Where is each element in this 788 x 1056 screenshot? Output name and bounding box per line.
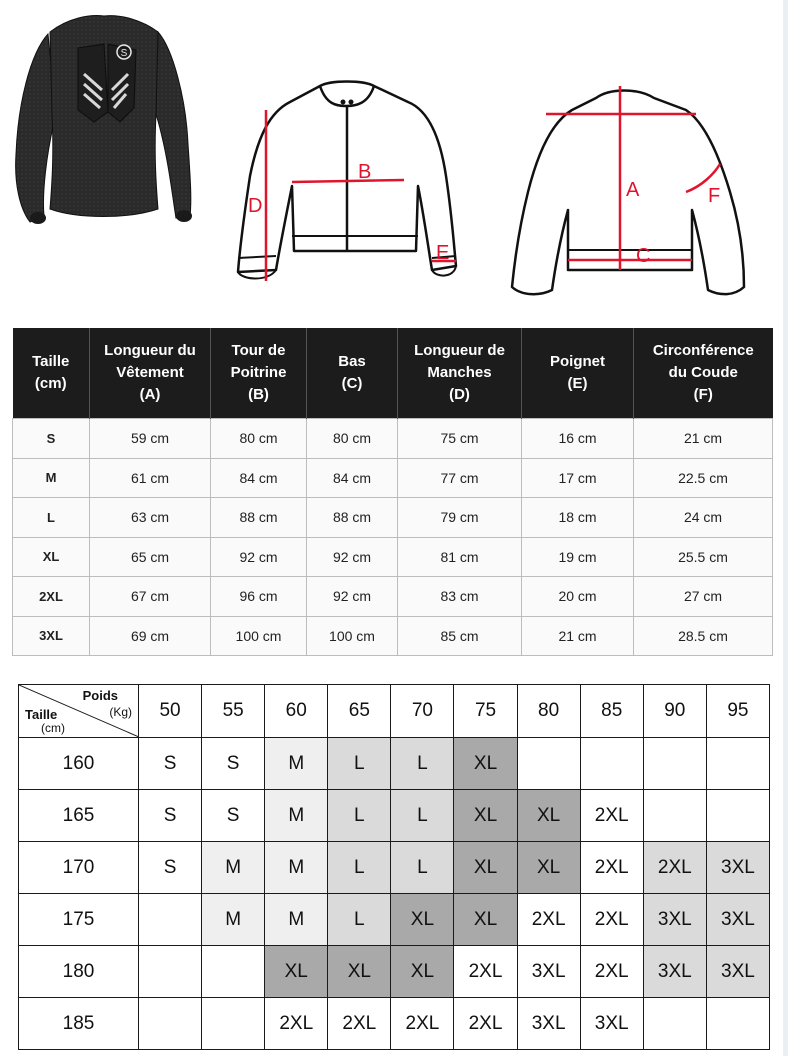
size-cell: M [265, 790, 328, 842]
measurement-value-cell: 59 cm [90, 419, 211, 459]
size-cell: 3XL [706, 894, 769, 946]
size-cell: XL [328, 946, 391, 998]
size-cell [643, 738, 706, 790]
size-cell: XL [454, 842, 517, 894]
grid-row [19, 738, 770, 790]
measurement-value-cell: 88 cm [211, 498, 307, 538]
back-measurement-diagram [498, 82, 748, 300]
weight-header-cell: 90 [643, 685, 706, 738]
size-cell: 2XL [391, 998, 454, 1050]
header-line: Poitrine [230, 364, 287, 381]
size-cell: 2XL [454, 946, 517, 998]
measurement-value-cell: 19 cm [522, 537, 634, 577]
size-recommendation-grid [18, 684, 770, 1050]
weight-axis-label: Poids [82, 688, 118, 703]
grid-corner-cell [19, 685, 139, 738]
label-c: C [636, 245, 651, 267]
header-line: Circonférence [652, 342, 754, 359]
size-cell: 2XL [580, 790, 643, 842]
header-line: Longueur de [414, 342, 505, 359]
measurement-row [13, 577, 773, 617]
measurement-value-cell: 24 cm [634, 498, 773, 538]
measurement-value-cell: 18 cm [522, 498, 634, 538]
grid-row [19, 790, 770, 842]
size-cell: XL [391, 894, 454, 946]
height-axis-label: Taille [25, 707, 58, 722]
header-line: (A) [139, 386, 161, 403]
label-a: A [626, 179, 640, 201]
height-label-cell: 180 [19, 946, 139, 998]
size-cell [139, 894, 202, 946]
size-cell [706, 738, 769, 790]
measurement-column-header [522, 328, 634, 419]
size-cell: L [391, 842, 454, 894]
size-label-cell: 2XL [13, 577, 90, 617]
measurement-value-cell: 21 cm [634, 419, 773, 459]
weight-header-cell: 95 [706, 685, 769, 738]
size-cell: XL [517, 842, 580, 894]
size-cell: 2XL [580, 842, 643, 894]
measurement-value-cell: 100 cm [307, 616, 398, 656]
label-f: F [708, 185, 721, 207]
size-cell: 3XL [706, 842, 769, 894]
measurement-value-cell: 96 cm [211, 577, 307, 617]
size-cell [202, 946, 265, 998]
size-cell: M [202, 842, 265, 894]
weight-header-cell: 55 [202, 685, 265, 738]
size-cell: XL [454, 738, 517, 790]
measurement-value-cell: 79 cm [398, 498, 522, 538]
size-cell [580, 738, 643, 790]
grid-row [19, 842, 770, 894]
brand-logo-letter: S [120, 48, 128, 59]
measurement-value-cell: 84 cm [211, 458, 307, 498]
grid-row [19, 998, 770, 1050]
size-cell: M [265, 842, 328, 894]
measurement-value-cell: 80 cm [307, 419, 398, 459]
size-cell: 3XL [580, 998, 643, 1050]
measurement-row [13, 458, 773, 498]
size-cell: XL [517, 790, 580, 842]
header-line: Bas [338, 353, 366, 370]
height-label-cell: 185 [19, 998, 139, 1050]
size-cell [139, 946, 202, 998]
height-label-cell: 160 [19, 738, 139, 790]
size-cell: XL [454, 790, 517, 842]
measurement-value-cell: 92 cm [307, 577, 398, 617]
measurement-row [13, 537, 773, 577]
measurement-column-header [307, 328, 398, 419]
product-image [8, 4, 198, 236]
measurement-value-cell: 27 cm [634, 577, 773, 617]
grid-row [19, 946, 770, 998]
measurement-column-header [90, 328, 211, 419]
measurement-table [12, 328, 773, 656]
size-cell [517, 738, 580, 790]
header-line: Poignet [550, 353, 605, 370]
weight-header-cell: 70 [391, 685, 454, 738]
weight-unit-label: (Kg) [109, 705, 132, 719]
measurement-value-cell: 28.5 cm [634, 616, 773, 656]
measurement-value-cell: 22.5 cm [634, 458, 773, 498]
header-line: (cm) [34, 375, 67, 392]
size-cell: 2XL [328, 998, 391, 1050]
header-line: (D) [449, 386, 470, 403]
measurement-value-cell: 84 cm [307, 458, 398, 498]
size-cell: 2XL [454, 998, 517, 1050]
label-d: D [248, 195, 263, 217]
page-edge [783, 0, 788, 1056]
measurement-value-cell: 20 cm [522, 577, 634, 617]
size-cell: L [391, 738, 454, 790]
size-cell [706, 790, 769, 842]
measurement-column-header [398, 328, 522, 419]
header-line: Manches [427, 364, 492, 381]
size-label-cell: M [13, 458, 90, 498]
size-cell [139, 998, 202, 1050]
weight-header-cell: 85 [580, 685, 643, 738]
size-cell [643, 998, 706, 1050]
height-label-cell: 170 [19, 842, 139, 894]
size-cell: 3XL [643, 946, 706, 998]
measurement-value-cell: 61 cm [90, 458, 211, 498]
size-cell [706, 998, 769, 1050]
size-cell [202, 998, 265, 1050]
size-label-cell: S [13, 419, 90, 459]
measurement-row [13, 419, 773, 459]
front-measurement-diagram [228, 76, 478, 291]
size-cell: 3XL [517, 946, 580, 998]
height-unit-label: (cm) [41, 721, 65, 735]
measurement-value-cell: 25.5 cm [634, 537, 773, 577]
size-cell: XL [391, 946, 454, 998]
size-cell: 3XL [517, 998, 580, 1050]
size-cell: XL [265, 946, 328, 998]
size-cell: 2XL [580, 894, 643, 946]
label-e: E [436, 242, 450, 264]
measurement-column-header [634, 328, 773, 419]
measurement-value-cell: 81 cm [398, 537, 522, 577]
size-cell: S [202, 738, 265, 790]
measurement-value-cell: 16 cm [522, 419, 634, 459]
size-cell: M [202, 894, 265, 946]
size-cell: 3XL [706, 946, 769, 998]
size-cell: 2XL [517, 894, 580, 946]
measurement-value-cell: 77 cm [398, 458, 522, 498]
size-cell: L [328, 842, 391, 894]
measurement-value-cell: 80 cm [211, 419, 307, 459]
height-label-cell: 175 [19, 894, 139, 946]
weight-header-cell: 50 [139, 685, 202, 738]
header-line: du Coude [668, 364, 738, 381]
size-cell: 2XL [643, 842, 706, 894]
size-cell: L [391, 790, 454, 842]
size-cell: M [265, 738, 328, 790]
measurement-value-cell: 65 cm [90, 537, 211, 577]
size-cell: M [265, 894, 328, 946]
weight-header-row [19, 685, 770, 738]
measurement-column-header [13, 328, 90, 419]
measurement-value-cell: 17 cm [522, 458, 634, 498]
measurement-value-cell: 75 cm [398, 419, 522, 459]
size-cell: XL [454, 894, 517, 946]
weight-header-cell: 75 [454, 685, 517, 738]
measurement-value-cell: 92 cm [307, 537, 398, 577]
size-cell: S [139, 738, 202, 790]
header-line: (E) [567, 375, 588, 392]
measurement-value-cell: 100 cm [211, 616, 307, 656]
measurement-value-cell: 63 cm [90, 498, 211, 538]
size-cell: 3XL [643, 894, 706, 946]
measurement-row [13, 498, 773, 538]
size-label-cell: XL [13, 537, 90, 577]
measurement-value-cell: 88 cm [307, 498, 398, 538]
header-line: Longueur du [104, 342, 196, 359]
size-label-cell: 3XL [13, 616, 90, 656]
measurement-value-cell: 83 cm [398, 577, 522, 617]
measurement-value-cell: 85 cm [398, 616, 522, 656]
measurement-value-cell: 21 cm [522, 616, 634, 656]
size-cell: 2XL [265, 998, 328, 1050]
header-line: Vêtement [116, 364, 184, 381]
header-line: (B) [248, 386, 269, 403]
size-cell: L [328, 738, 391, 790]
size-cell: L [328, 894, 391, 946]
weight-header-cell: 65 [328, 685, 391, 738]
size-cell: S [139, 842, 202, 894]
grid-row [19, 894, 770, 946]
measurement-value-cell: 67 cm [90, 577, 211, 617]
measurement-column-header [211, 328, 307, 419]
weight-header-cell: 80 [517, 685, 580, 738]
measurement-value-cell: 69 cm [90, 616, 211, 656]
header-line: Tour de [231, 342, 286, 359]
weight-header-cell: 60 [265, 685, 328, 738]
height-label-cell: 165 [19, 790, 139, 842]
header-line: (C) [341, 375, 363, 392]
measurement-value-cell: 92 cm [211, 537, 307, 577]
size-cell: S [202, 790, 265, 842]
size-cell [643, 790, 706, 842]
label-b: B [358, 161, 372, 183]
size-cell: L [328, 790, 391, 842]
measurement-row [13, 616, 773, 656]
measurement-header-row [13, 328, 773, 419]
header-line: (F) [693, 386, 713, 403]
size-label-cell: L [13, 498, 90, 538]
size-cell: 2XL [580, 946, 643, 998]
header-line: Taille [32, 353, 70, 370]
size-cell: S [139, 790, 202, 842]
